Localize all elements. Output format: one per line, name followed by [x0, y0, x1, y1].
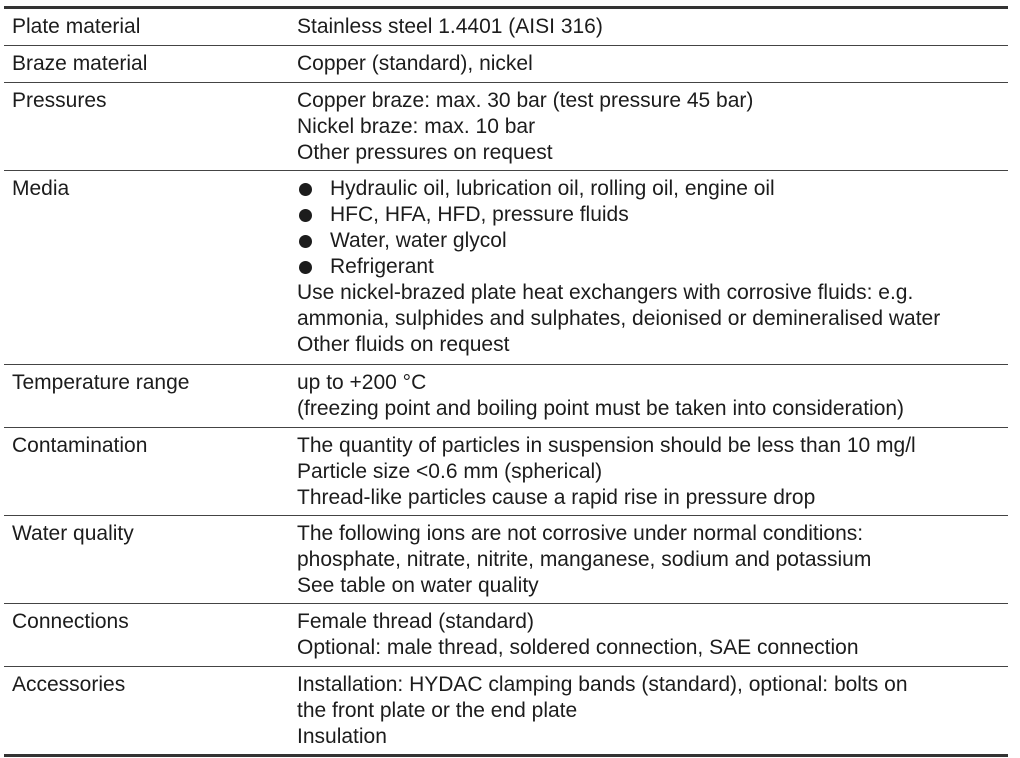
table-row-temperature-range — [4, 365, 1008, 428]
bullet-text: HFC, HFA, HFD, pressure fluids — [330, 203, 629, 226]
table-row-pressures — [4, 83, 1008, 171]
row-value — [297, 428, 1008, 515]
bullet-icon — [299, 235, 312, 248]
bullet-icon — [299, 209, 312, 222]
value-line: Copper braze: max. 30 bar (test pressure 45 bar) — [297, 89, 754, 112]
value-line: Other fluids on request — [297, 333, 510, 356]
bullet-item — [297, 202, 1008, 228]
table-row-media — [4, 171, 1008, 365]
value-line: Optional: male thread, soldered connection, SAE connection — [297, 636, 859, 659]
table-row-plate-material — [4, 9, 1008, 46]
bullet-item — [297, 228, 1008, 254]
value-line: up to +200 °C — [297, 371, 427, 394]
value-line: Other pressures on request — [297, 141, 553, 164]
row-value — [297, 46, 1008, 82]
value-line: phosphate, nitrate, nitrite, manganese, sodium and potassium — [297, 548, 872, 571]
row-label: Pressures — [12, 89, 107, 112]
row-label: Braze material — [12, 52, 148, 75]
row-value — [297, 604, 1008, 666]
row-label: Water quality — [12, 522, 134, 545]
table-row-accessories — [4, 667, 1008, 754]
value-line: Use nickel-brazed plate heat exchangers with corrosive fluids: e.g. — [297, 281, 914, 304]
row-value — [297, 365, 1008, 427]
row-value — [297, 667, 1008, 754]
value-line: See table on water quality — [297, 574, 539, 597]
bullet-text: Refrigerant — [330, 255, 434, 278]
value-line: Nickel braze: max. 10 bar — [297, 115, 536, 138]
value-line: Installation: HYDAC clamping bands (standard), optional: bolts on — [297, 673, 908, 696]
row-label: Accessories — [12, 673, 126, 696]
bullet-item — [297, 176, 1008, 202]
value-line: Particle size <0.6 mm (spherical) — [297, 460, 603, 483]
value-line: Insulation — [297, 725, 387, 748]
value-line: ammonia, sulphides and sulphates, deionised or demineralised water — [297, 307, 941, 330]
table-row-contamination — [4, 428, 1008, 516]
table-row-braze-material — [4, 46, 1008, 83]
specification-table — [4, 6, 1008, 757]
row-label: Plate material — [12, 15, 141, 38]
row-label: Media — [12, 177, 70, 200]
table-row-water-quality — [4, 516, 1008, 604]
value-line: The following ions are not corrosive under normal conditions: — [297, 522, 864, 545]
value-line: The quantity of particles in suspension should be less than 10 mg/l — [297, 434, 916, 457]
row-label: Contamination — [12, 434, 148, 457]
bullet-text: Water, water glycol — [330, 229, 507, 252]
value-line: Copper (standard), nickel — [297, 52, 533, 75]
row-label: Connections — [12, 610, 129, 633]
table-row-connections — [4, 604, 1008, 667]
row-value — [297, 83, 1008, 170]
value-line: the front plate or the end plate — [297, 699, 578, 722]
row-value — [297, 516, 1008, 603]
value-line: Stainless steel 1.4401 (AISI 316) — [297, 15, 603, 38]
bullet-icon — [299, 183, 312, 196]
bullet-item — [297, 254, 1008, 280]
bullet-icon — [299, 261, 312, 274]
row-value — [297, 171, 1008, 364]
value-line: (freezing point and boiling point must be taken into consideration) — [297, 397, 905, 420]
row-value — [297, 9, 1008, 45]
bullet-text: Hydraulic oil, lubrication oil, rolling oil, engine oil — [330, 177, 775, 200]
value-line: Female thread (standard) — [297, 610, 534, 633]
value-line: Thread-like particles cause a rapid rise in pressure drop — [297, 486, 816, 509]
row-label: Temperature range — [12, 371, 190, 394]
